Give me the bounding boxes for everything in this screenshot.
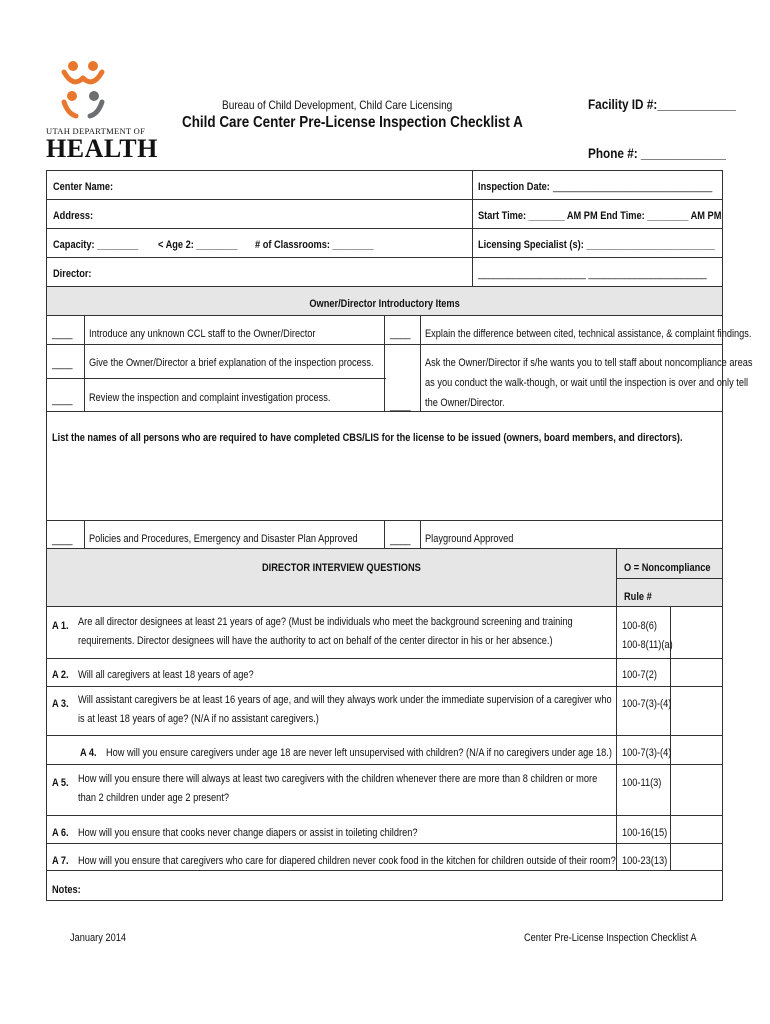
question-text: How will you ensure that cooks never change diapers or assist in toileting children? <box>78 827 418 839</box>
rule-number: 100-7(3)-(4) <box>622 698 672 710</box>
intro-item5-text-line2: as you conduct the walk-though, or wait until the inspection is over and only tell <box>425 377 749 389</box>
intro-item5-checkbox[interactable]: ____ <box>390 400 411 412</box>
rule-column-header: Rule # <box>624 591 652 603</box>
rule-number: 100-23(13) <box>622 855 668 867</box>
noncompliance-check-cell[interactable] <box>671 844 722 870</box>
noncompliance-check-cell[interactable] <box>671 816 722 843</box>
rule-number: 100-16(15) <box>622 827 668 839</box>
question-text: Will all caregivers at least 18 years of age? <box>78 669 254 681</box>
org-name-line1: UTAH DEPARTMENT OF <box>46 126 146 136</box>
question-id: A 5. <box>52 777 69 789</box>
rule-number: 100-7(2) <box>622 669 657 681</box>
question-text: How will you ensure that caregivers who care for diapered children never cook food in the kitchen for children outside of their room? <box>78 855 616 867</box>
question-id: A 7. <box>52 855 69 867</box>
rule-number: 100-8(6) <box>622 620 657 632</box>
intro-item5-text-line3: the Owner/Director. <box>425 397 505 409</box>
question-text: Will assistant caregivers be at least 16 years of age, and will they always work under the immediate supervision of a caregiver who is at least 18 years of age? (N/A if no assistant caregivers.) <box>78 694 612 725</box>
policies-approved-text: Policies and Procedures, Emergency and Disaster Plan Approved <box>89 533 358 545</box>
phone-field[interactable]: Phone #: _____________ <box>588 145 726 161</box>
playground-approved-text: Playground Approved <box>425 533 514 545</box>
people-logo-icon <box>58 58 118 120</box>
inspection-date-field[interactable]: _______________________________ <box>553 181 713 193</box>
noncompliance-check-cell[interactable] <box>671 765 722 815</box>
noncompliance-check-cell[interactable] <box>671 687 722 735</box>
intro-item2-text: Give the Owner/Director a brief explanation of the inspection process. <box>89 357 374 369</box>
noncompliance-legend: O = Noncompliance <box>624 562 711 574</box>
start-end-time-field[interactable]: Start Time: _______ AM PM End Time: ________ AM PM <box>478 210 722 222</box>
org-name-line2: HEALTH <box>46 134 158 163</box>
bureau-name: Bureau of Child Development, Child Care Licensing <box>222 98 453 112</box>
rule-number-2: 100-8(11)(a) <box>622 639 673 651</box>
noncompliance-check-cell[interactable] <box>671 736 722 764</box>
playground-checkbox[interactable]: ____ <box>390 534 411 546</box>
footer-date: January 2014 <box>70 932 127 944</box>
question-text: Are all director designees at least 21 years of age? (Must be individuals who meet the background screening and training requirements. Director designees will have the authority to act on behalf of the center director in his or her absence.) <box>78 616 573 647</box>
intro-item3-checkbox[interactable]: ____ <box>52 394 73 406</box>
policies-checkbox[interactable]: ____ <box>52 534 73 546</box>
intro-item5-text-line1: Ask the Owner/Director if s/he wants you to tell staff about noncompliance areas <box>425 357 753 369</box>
page-title: Child Care Center Pre-License Inspection Checklist A <box>182 114 523 131</box>
footer-document-name: Center Pre-License Inspection Checklist A <box>524 932 697 944</box>
inspection-date-label: Inspection Date: <box>478 181 550 193</box>
intro-item1-text: Introduce any unknown CCL staff to the Owner/Director <box>89 328 316 340</box>
classrooms-field[interactable]: # of Classrooms: ________ <box>255 239 374 251</box>
question-text: How will you ensure caregivers under age 18 are never left unsupervised with children? (N/A if no caregivers under age 18.) <box>106 747 612 759</box>
intro-item4-checkbox[interactable]: ____ <box>390 328 411 340</box>
notes-field[interactable]: Notes: <box>52 884 81 896</box>
rule-number: 100-11(3) <box>622 777 662 789</box>
question-id: A 3. <box>52 698 69 710</box>
noncompliance-check-cell[interactable] <box>671 659 722 686</box>
intro-item1-checkbox[interactable]: ____ <box>52 328 73 340</box>
intro-item4-text: Explain the difference between cited, technical assistance, & complaint findings. <box>425 328 752 340</box>
question-id: A 2. <box>52 669 69 681</box>
cbs-instructions: List the names of all persons who are required to have completed CBS/LIS for the license to be issued (owners, board members, and directors). <box>52 432 683 444</box>
center-name-field[interactable]: Center Name: <box>53 181 114 193</box>
noncompliance-check-cell[interactable] <box>671 607 722 658</box>
questions-heading: DIRECTOR INTERVIEW QUESTIONS <box>262 562 421 574</box>
intro-item3-text: Review the inspection and complaint investigation process. <box>89 392 331 404</box>
intro-heading: Owner/Director Introductory Items <box>309 298 461 310</box>
age2-field[interactable]: < Age 2: ________ <box>158 239 238 251</box>
question-id: A 1. <box>52 620 69 632</box>
rule-number: 100-7(3)-(4) <box>622 747 672 759</box>
capacity-field[interactable]: Capacity: ________ <box>53 239 139 251</box>
intro-item2-checkbox[interactable]: ____ <box>52 358 73 370</box>
question-id: A 4. <box>80 747 97 759</box>
director-field[interactable]: Director: <box>53 268 92 280</box>
licensing-specialist-field[interactable]: Licensing Specialist (s): _________________________ <box>478 239 715 251</box>
question-text: How will you ensure there will always at least two caregivers with the children whenever there are more than 8 children or more than 2 children under age 2 present? <box>78 773 598 804</box>
health-logo <box>46 58 158 163</box>
address-field[interactable]: Address: <box>53 210 94 222</box>
facility-id-field[interactable]: Facility ID #:____________ <box>588 96 736 112</box>
question-id: A 6. <box>52 827 69 839</box>
director-blank-line[interactable]: _____________________ _______________________ <box>478 268 707 280</box>
